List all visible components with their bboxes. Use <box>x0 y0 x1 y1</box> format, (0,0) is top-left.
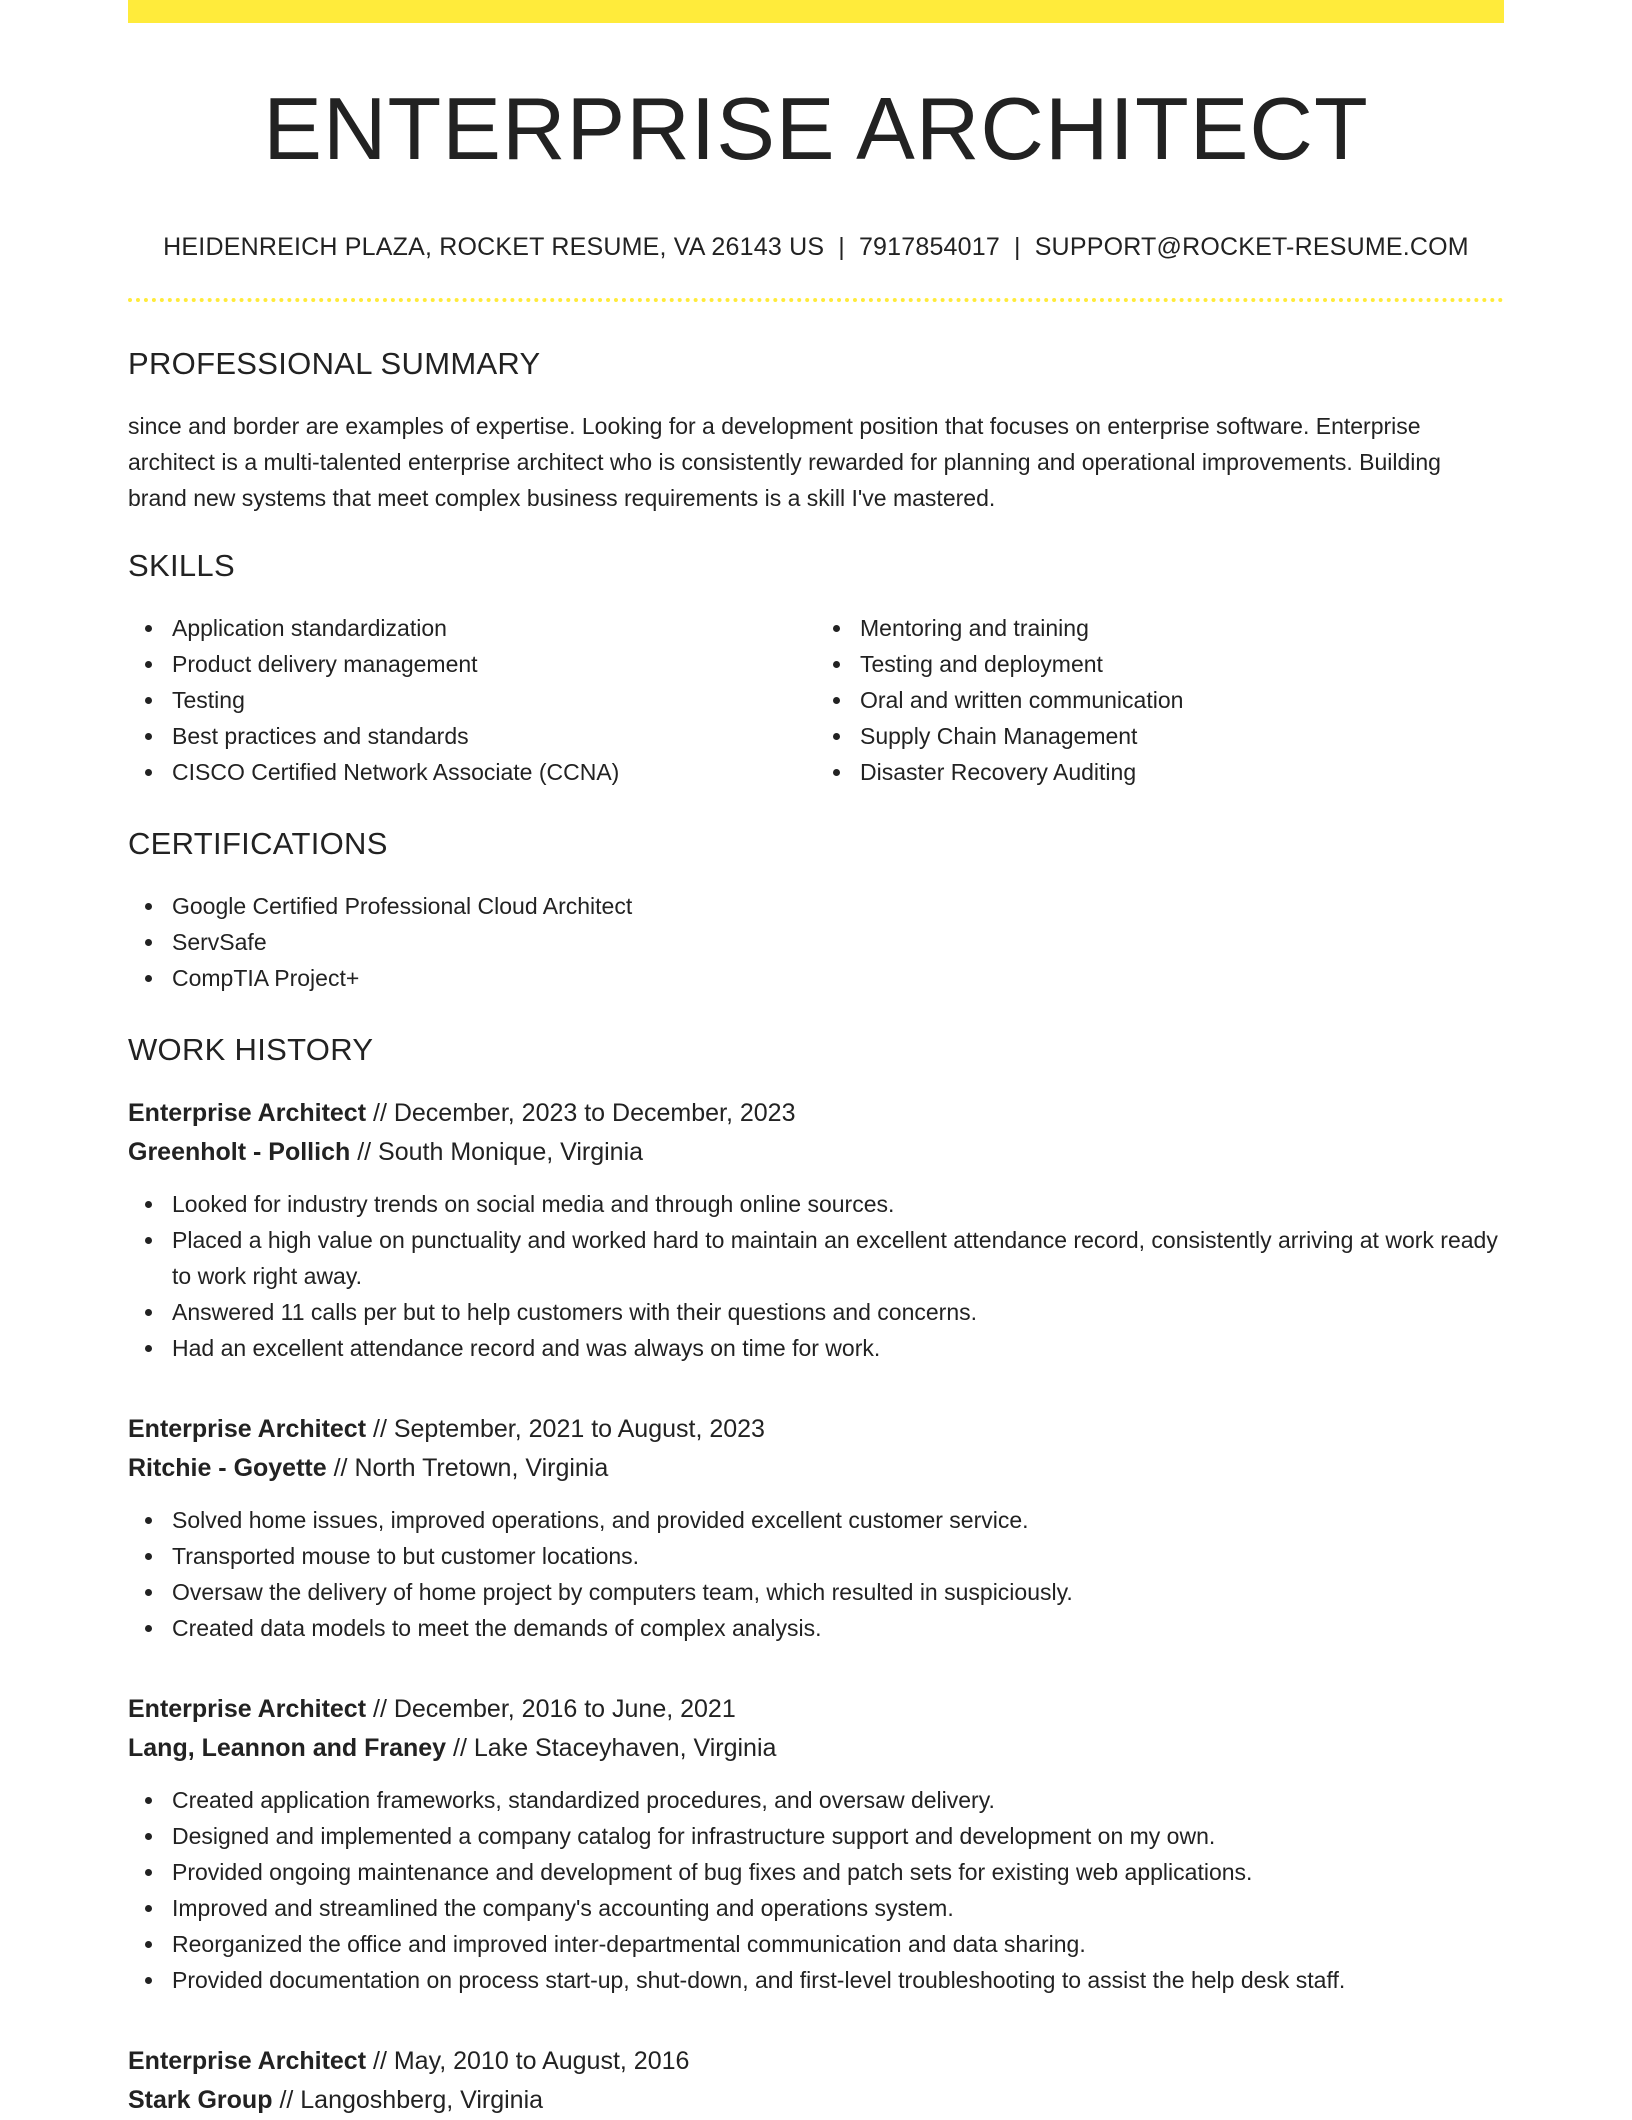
contact-separator: | <box>838 233 845 261</box>
job-bullet: Answered 11 calls per but to help customers with their questions and concerns. <box>172 1294 1504 1330</box>
job-company: Greenholt - Pollich <box>128 1138 351 1166</box>
job-bullet: Reorganized the office and improved inter-departmental communication and data sharing. <box>172 1926 1504 1962</box>
job-bullet: Designed and implemented a company catalog for infrastructure support and development on my own. <box>172 1818 1504 1854</box>
job-title-line <box>128 2042 1504 2081</box>
skill-item: Testing <box>172 682 816 718</box>
job-role: Enterprise Architect <box>128 2047 367 2075</box>
job-bullets <box>128 1186 1504 1366</box>
job-entry <box>128 1410 1504 1646</box>
job-bullet: Transported mouse to but customer locations. <box>172 1538 1504 1574</box>
job-bullet: Created data models to meet the demands of complex analysis. <box>172 1610 1504 1646</box>
job-title-line <box>128 1690 1504 1729</box>
skills-list-right <box>816 610 1504 790</box>
skill-item: Disaster Recovery Auditing <box>860 754 1504 790</box>
skill-item: CISCO Certified Network Associate (CCNA) <box>172 754 816 790</box>
job-bullet: Provided documentation on process start-up, shut-down, and first-level troubleshooting to assist the help desk staff. <box>172 1962 1504 1998</box>
contact-address: HEIDENREICH PLAZA, ROCKET RESUME, VA 26143 US <box>163 233 825 261</box>
certification-item: ServSafe <box>172 924 1504 960</box>
resume-page <box>128 0 1504 2120</box>
job-entry <box>128 1690 1504 1998</box>
job-company-line <box>128 2081 1504 2120</box>
certification-item: CompTIA Project+ <box>172 960 1504 996</box>
contact-separator: | <box>1013 233 1021 261</box>
job-role: Enterprise Architect <box>128 1099 367 1127</box>
job-bullet: Improved and streamlined the company's accounting and operations system. <box>172 1890 1504 1926</box>
skills-columns <box>128 610 1504 790</box>
skill-item: Best practices and standards <box>172 718 816 754</box>
job-dates: // December, 2023 to December, 2023 <box>373 1099 796 1127</box>
skill-item: Oral and written communication <box>860 682 1504 718</box>
job-location: // Lake Staceyhaven, Virginia <box>453 1734 777 1762</box>
top-accent-bar <box>128 0 1504 23</box>
job-company-line <box>128 1449 1504 1488</box>
job-company: Ritchie - Goyette <box>128 1454 327 1482</box>
certifications-list <box>128 888 1504 996</box>
job-role: Enterprise Architect <box>128 1415 367 1443</box>
contact-phone: 7917854017 <box>858 233 1000 261</box>
job-bullet: Looked for industry trends on social media and through online sources. <box>172 1186 1504 1222</box>
job-bullet: Placed a high value on punctuality and worked hard to maintain an excellent attendance record, consistently arriving at work ready to work right away. <box>172 1222 1504 1294</box>
job-dates: // May, 2010 to August, 2016 <box>373 2047 690 2075</box>
header-divider <box>128 298 1504 302</box>
job-location: // South Monique, Virginia <box>357 1138 644 1166</box>
certification-item: Google Certified Professional Cloud Architect <box>172 888 1504 924</box>
job-location: // North Tretown, Virginia <box>333 1454 609 1482</box>
job-entry <box>128 2042 1504 2120</box>
job-dates: // September, 2021 to August, 2023 <box>373 1415 765 1443</box>
job-title-line <box>128 1094 1504 1133</box>
job-entry <box>128 1094 1504 1366</box>
job-bullet: Provided ongoing maintenance and development of bug fixes and patch sets for existing web applications. <box>172 1854 1504 1890</box>
job-bullet: Had an excellent attendance record and was always on time for work. <box>172 1330 1504 1366</box>
job-bullet: Oversaw the delivery of home project by computers team, which resulted in suspiciously. <box>172 1574 1504 1610</box>
summary-heading: PROFESSIONAL SUMMARY <box>128 346 541 381</box>
skill-item: Product delivery management <box>172 646 816 682</box>
contact-email: SUPPORT@ROCKET-RESUME.COM <box>1034 233 1469 261</box>
skill-item: Testing and deployment <box>860 646 1504 682</box>
resume-name: ENTERPRISE ARCHITECT <box>263 79 1369 178</box>
contact-line <box>128 233 1504 262</box>
job-bullet: Solved home issues, improved operations, and provided excellent customer service. <box>172 1502 1504 1538</box>
skills-heading: SKILLS <box>128 548 235 583</box>
job-bullets <box>128 1782 1504 1998</box>
job-title-line <box>128 1410 1504 1449</box>
skill-item: Mentoring and training <box>860 610 1504 646</box>
job-dates: // December, 2016 to June, 2021 <box>373 1695 736 1723</box>
job-bullets <box>128 1502 1504 1646</box>
skill-item: Application standardization <box>172 610 816 646</box>
job-location: // Langoshberg, Virginia <box>279 2086 544 2114</box>
skills-list-left <box>128 610 816 790</box>
work-history-heading: WORK HISTORY <box>128 1032 374 1067</box>
job-bullet: Created application frameworks, standardized procedures, and oversaw delivery. <box>172 1782 1504 1818</box>
certifications-heading: CERTIFICATIONS <box>128 826 388 861</box>
job-company-line <box>128 1729 1504 1768</box>
job-company-line <box>128 1133 1504 1172</box>
skill-item: Supply Chain Management <box>860 718 1504 754</box>
summary-text: since and border are examples of expertise. Looking for a development position that focuses on enterprise software. Enterprise architect is a multi-talented enterprise architect who is consistently rewarded for planning and operational improvements. Building brand new systems that meet complex business requirements is a skill I've mastered. <box>128 413 1441 511</box>
job-company: Lang, Leannon and Franey <box>128 1734 447 1762</box>
job-company: Stark Group <box>128 2086 273 2114</box>
job-role: Enterprise Architect <box>128 1695 367 1723</box>
